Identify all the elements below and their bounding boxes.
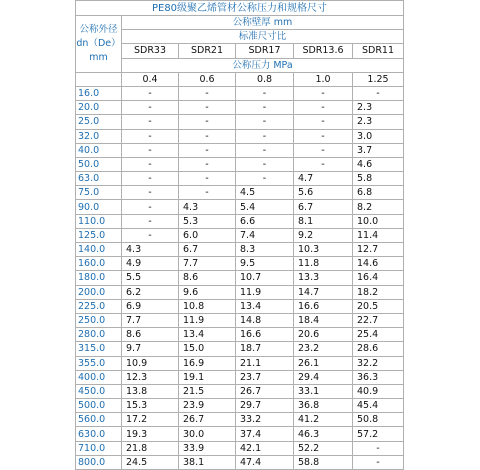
wall-thickness-cell: - (294, 101, 353, 115)
wall-thickness-cell: 16.6 (294, 299, 353, 313)
wall-thickness-cell: - (236, 157, 294, 171)
wall-thickness-cell: 33.2 (236, 413, 294, 427)
table-row (76, 370, 404, 384)
outer-diameter-cell: 710.0 (76, 441, 122, 455)
wall-thickness-cell: - (353, 441, 404, 455)
wall-thickness-cell: 3.7 (353, 143, 404, 157)
table-row (76, 285, 404, 299)
wall-thickness-cell: 25.4 (353, 328, 404, 342)
wall-thickness-cell: - (236, 172, 294, 186)
table-row (76, 214, 404, 228)
wall-thickness-cell: 4.7 (294, 172, 353, 186)
wall-thickness-cell: - (353, 455, 404, 469)
table-row (76, 257, 404, 271)
wall-thickness-cell: - (122, 200, 179, 214)
wall-thickness-cell: - (236, 101, 294, 115)
wall-thickness-cell: 4.3 (122, 243, 179, 257)
wall-thickness-cell: - (122, 143, 179, 157)
wall-thickness-cell: 23.9 (179, 399, 236, 413)
table-row (76, 413, 404, 427)
sdr-ratio-label: 标准尺寸比 (122, 30, 404, 44)
wall-thickness-cell: 13.8 (122, 384, 179, 398)
stub-line-2: dn（De） (76, 37, 121, 49)
sdr-header: SDR33 (122, 44, 179, 58)
dn-stub-header (76, 16, 122, 73)
wall-thickness-cell: 17.2 (122, 413, 179, 427)
outer-diameter-cell: 225.0 (76, 299, 122, 313)
wall-thickness-cell: 5.4 (236, 200, 294, 214)
outer-diameter-cell: 355.0 (76, 356, 122, 370)
wall-thickness-cell: 57.2 (353, 427, 404, 441)
wall-thickness-cell: 4.5 (236, 186, 294, 200)
wall-thickness-cell: - (122, 172, 179, 186)
wall-thickness-cell: 8.6 (122, 328, 179, 342)
outer-diameter-cell: 20.0 (76, 101, 122, 115)
outer-diameter-cell: 90.0 (76, 200, 122, 214)
table-row (76, 186, 404, 200)
wall-thickness-cell: 18.4 (294, 313, 353, 327)
outer-diameter-cell: 450.0 (76, 384, 122, 398)
sdr-header: SDR21 (179, 44, 236, 58)
wall-thickness-cell: 10.8 (179, 299, 236, 313)
pe80-spec-table (75, 0, 404, 470)
outer-diameter-cell: 250.0 (76, 313, 122, 327)
wall-thickness-cell: 14.6 (353, 257, 404, 271)
wall-thickness-cell: 21.5 (179, 384, 236, 398)
wall-thickness-cell: 6.7 (294, 200, 353, 214)
wall-thickness-cell: - (294, 143, 353, 157)
wall-thickness-cell: 8.3 (236, 243, 294, 257)
outer-diameter-cell: 25.0 (76, 115, 122, 129)
wall-thickness-cell: 6.6 (236, 214, 294, 228)
wall-thickness-cell: 37.4 (236, 427, 294, 441)
table-row (76, 243, 404, 257)
wall-thickness-cell: 11.9 (236, 285, 294, 299)
wall-thickness-cell: - (236, 86, 294, 100)
wall-thickness-cell: - (294, 115, 353, 129)
stub-line-1: 公称外径 (79, 23, 118, 35)
wall-thickness-cell: 4.6 (353, 157, 404, 171)
wall-thickness-cell: 38.1 (179, 455, 236, 469)
wall-thickness-cell: 13.4 (179, 328, 236, 342)
wall-thickness-cell: 3.0 (353, 129, 404, 143)
wall-thickness-cell: 2.3 (353, 115, 404, 129)
outer-diameter-cell: 180.0 (76, 271, 122, 285)
wall-thickness-cell: - (236, 143, 294, 157)
outer-diameter-cell: 560.0 (76, 413, 122, 427)
wall-thickness-cell: 14.8 (236, 313, 294, 327)
wall-thickness-cell: 29.7 (236, 399, 294, 413)
wall-thickness-cell: - (122, 157, 179, 171)
wall-thickness-cell: 21.8 (122, 441, 179, 455)
wall-label-row (76, 16, 404, 30)
wall-thickness-cell: - (179, 172, 236, 186)
wall-thickness-cell: 5.3 (179, 214, 236, 228)
outer-diameter-cell: 630.0 (76, 427, 122, 441)
outer-diameter-cell: 315.0 (76, 342, 122, 356)
wall-thickness-cell: 8.2 (353, 200, 404, 214)
wall-thickness-cell: 47.4 (236, 455, 294, 469)
nominal-pressure-label: 公称压力 MPa (122, 58, 404, 72)
wall-thickness-cell: - (179, 101, 236, 115)
wall-thickness-cell: 5.8 (353, 172, 404, 186)
wall-thickness-cell: 8.6 (179, 271, 236, 285)
wall-thickness-cell: 9.7 (122, 342, 179, 356)
outer-diameter-cell: 110.0 (76, 214, 122, 228)
table-row (76, 228, 404, 242)
wall-thickness-cell: 26.7 (179, 413, 236, 427)
table-row (76, 86, 404, 100)
table-row (76, 172, 404, 186)
wall-thickness-cell: 6.7 (179, 243, 236, 257)
table-row (76, 399, 404, 413)
wall-thickness-cell: 10.9 (122, 356, 179, 370)
wall-thickness-cell: 4.9 (122, 257, 179, 271)
wall-thickness-cell: 18.7 (236, 342, 294, 356)
wall-thickness-cell: 45.4 (353, 399, 404, 413)
outer-diameter-cell: 50.0 (76, 157, 122, 171)
outer-diameter-cell: 40.0 (76, 143, 122, 157)
outer-diameter-cell: 280.0 (76, 328, 122, 342)
table-row (76, 299, 404, 313)
wall-thickness-cell: 12.7 (353, 243, 404, 257)
wall-thickness-cell: 58.8 (294, 455, 353, 469)
wall-thickness-cell: 16.6 (236, 328, 294, 342)
wall-thickness-cell: - (122, 115, 179, 129)
wall-thickness-cell: - (179, 115, 236, 129)
wall-thickness-cell: 6.2 (122, 285, 179, 299)
ratio-label-row (76, 30, 404, 44)
wall-thickness-cell: 4.3 (179, 200, 236, 214)
table-row (76, 143, 404, 157)
wall-thickness-cell: 11.4 (353, 228, 404, 242)
wall-thickness-cell: 7.7 (179, 257, 236, 271)
table-row (76, 200, 404, 214)
table-row (76, 115, 404, 129)
wall-thickness-cell: - (179, 86, 236, 100)
wall-thickness-cell: 10.7 (236, 271, 294, 285)
wall-thickness-cell: 6.8 (353, 186, 404, 200)
wall-thickness-cell: 40.9 (353, 384, 404, 398)
pressure-row (76, 72, 404, 86)
wall-thickness-cell: 9.6 (179, 285, 236, 299)
wall-thickness-cell: - (179, 129, 236, 143)
sdr-row (76, 44, 404, 58)
wall-thickness-cell: 13.4 (236, 299, 294, 313)
wall-thickness-cell: 16.4 (353, 271, 404, 285)
wall-thickness-cell: - (122, 228, 179, 242)
title-row (76, 1, 404, 16)
wall-thickness-cell: 5.5 (122, 271, 179, 285)
wall-thickness-cell: 23.7 (236, 370, 294, 384)
outer-diameter-cell: 16.0 (76, 86, 122, 100)
wall-thickness-cell: 24.5 (122, 455, 179, 469)
outer-diameter-cell: 32.0 (76, 129, 122, 143)
wall-thickness-cell: - (122, 86, 179, 100)
wall-thickness-cell: - (122, 129, 179, 143)
wall-thickness-cell: 28.6 (353, 342, 404, 356)
wall-thickness-cell: 52.2 (294, 441, 353, 455)
pressure-value: 0.6 (179, 72, 236, 86)
spec-table-container (75, 0, 404, 470)
wall-thickness-cell: 8.1 (294, 214, 353, 228)
stub-line-3: mm (89, 51, 108, 63)
table-title: PE80级聚乙烯管材公称压力和规格尺寸 (76, 1, 404, 16)
outer-diameter-cell: 500.0 (76, 399, 122, 413)
wall-thickness-cell: 10.3 (294, 243, 353, 257)
wall-thickness-cell: 29.4 (294, 370, 353, 384)
wall-thickness-cell: 14.7 (294, 285, 353, 299)
wall-thickness-cell: 7.4 (236, 228, 294, 242)
wall-thickness-cell: - (294, 129, 353, 143)
wall-thickness-cell: 12.3 (122, 370, 179, 384)
pressure-label-row (76, 58, 404, 72)
wall-thickness-cell: 36.8 (294, 399, 353, 413)
table-row (76, 427, 404, 441)
table-row (76, 441, 404, 455)
wall-thickness-cell: 16.9 (179, 356, 236, 370)
wall-thickness-cell: 21.1 (236, 356, 294, 370)
outer-diameter-cell: 400.0 (76, 370, 122, 384)
table-row (76, 157, 404, 171)
sdr-header: SDR11 (353, 44, 404, 58)
outer-diameter-cell: 75.0 (76, 186, 122, 200)
wall-thickness-cell: - (179, 157, 236, 171)
wall-thickness-cell: 11.8 (294, 257, 353, 271)
pressure-stub-blank (76, 72, 122, 86)
wall-thickness-cell: 11.9 (179, 313, 236, 327)
wall-thickness-cell: 41.2 (294, 413, 353, 427)
spec-rows (76, 86, 404, 469)
table-row (76, 328, 404, 342)
table-row (76, 313, 404, 327)
wall-thickness-cell: 33.1 (294, 384, 353, 398)
wall-thickness-cell: 6.9 (122, 299, 179, 313)
wall-thickness-cell: - (294, 157, 353, 171)
pressure-value: 1.25 (353, 72, 404, 86)
table-row (76, 455, 404, 469)
outer-diameter-cell: 63.0 (76, 172, 122, 186)
wall-thickness-cell: 10.0 (353, 214, 404, 228)
wall-thickness-cell: 22.7 (353, 313, 404, 327)
wall-thickness-cell: 19.3 (122, 427, 179, 441)
pressure-value: 0.4 (122, 72, 179, 86)
wall-thickness-cell: 50.8 (353, 413, 404, 427)
wall-thickness-cell: 6.0 (179, 228, 236, 242)
wall-thickness-cell: - (294, 86, 353, 100)
wall-thickness-cell: 9.5 (236, 257, 294, 271)
wall-thickness-cell: 9.2 (294, 228, 353, 242)
wall-thickness-cell: 26.1 (294, 356, 353, 370)
wall-thickness-cell: 15.0 (179, 342, 236, 356)
pressure-value: 0.8 (236, 72, 294, 86)
wall-thickness-cell: 30.0 (179, 427, 236, 441)
wall-thickness-cell: 46.3 (294, 427, 353, 441)
wall-thickness-cell: 23.2 (294, 342, 353, 356)
wall-thickness-cell: 2.3 (353, 101, 404, 115)
table-row (76, 384, 404, 398)
wall-thickness-cell: - (179, 143, 236, 157)
wall-thickness-cell: 26.7 (236, 384, 294, 398)
table-row (76, 129, 404, 143)
wall-thickness-cell: 15.3 (122, 399, 179, 413)
wall-thickness-cell: - (122, 186, 179, 200)
wall-thickness-cell: - (179, 186, 236, 200)
wall-thickness-cell: - (353, 86, 404, 100)
wall-thickness-cell: - (122, 101, 179, 115)
pressure-value: 1.0 (294, 72, 353, 86)
outer-diameter-cell: 200.0 (76, 285, 122, 299)
wall-thickness-cell: 33.9 (179, 441, 236, 455)
wall-thickness-cell: 36.3 (353, 370, 404, 384)
wall-thickness-cell: - (236, 129, 294, 143)
wall-thickness-cell: 20.5 (353, 299, 404, 313)
wall-thickness-cell: 5.6 (294, 186, 353, 200)
table-row (76, 101, 404, 115)
outer-diameter-cell: 125.0 (76, 228, 122, 242)
wall-thickness-cell: 19.1 (179, 370, 236, 384)
wall-thickness-label: 公称壁厚 mm (122, 16, 404, 30)
sdr-header: SDR17 (236, 44, 294, 58)
wall-thickness-cell: 7.7 (122, 313, 179, 327)
outer-diameter-cell: 800.0 (76, 455, 122, 469)
wall-thickness-cell: - (236, 115, 294, 129)
wall-thickness-cell: 42.1 (236, 441, 294, 455)
wall-thickness-cell: 13.3 (294, 271, 353, 285)
table-row (76, 356, 404, 370)
outer-diameter-cell: 140.0 (76, 243, 122, 257)
wall-thickness-cell: 32.2 (353, 356, 404, 370)
table-row (76, 342, 404, 356)
wall-thickness-cell: 20.6 (294, 328, 353, 342)
outer-diameter-cell: 160.0 (76, 257, 122, 271)
wall-thickness-cell: - (122, 214, 179, 228)
sdr-header: SDR13.6 (294, 44, 353, 58)
wall-thickness-cell: 18.2 (353, 285, 404, 299)
table-row (76, 271, 404, 285)
